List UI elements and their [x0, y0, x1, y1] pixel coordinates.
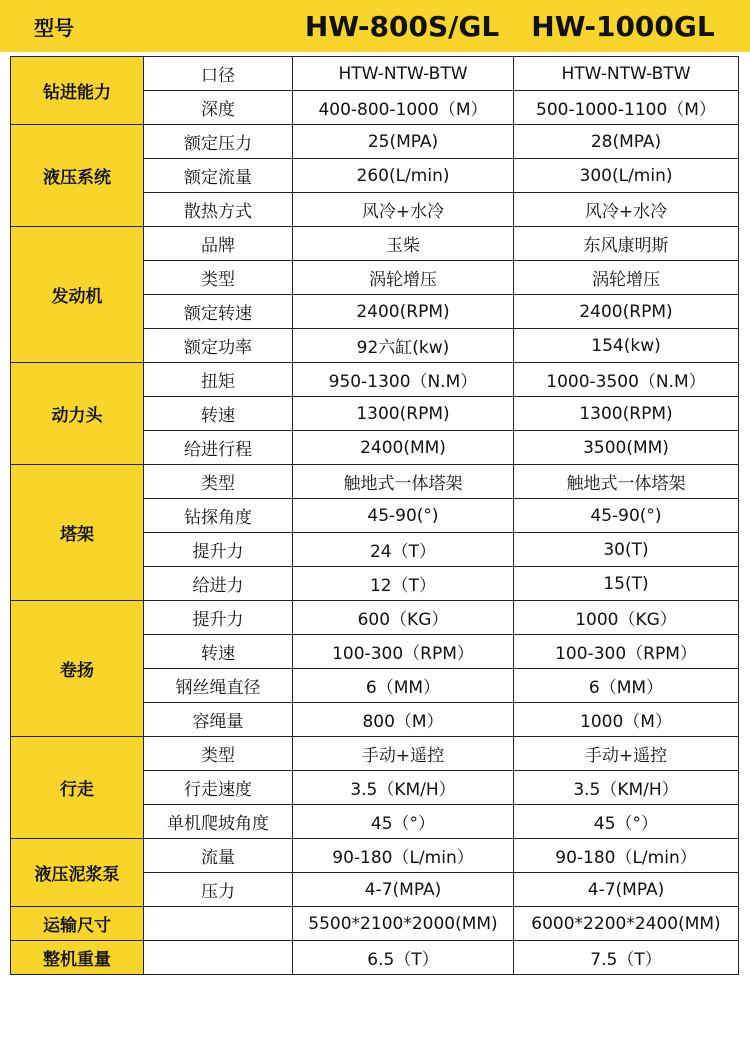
- spec-label-cell: 类型: [144, 737, 293, 771]
- spec-label-cell: [144, 907, 293, 941]
- spec-label-cell: 额定转速: [144, 295, 293, 329]
- category-cell: 液压系统: [11, 125, 144, 227]
- value-cell-model-2: 风冷+水冷: [514, 193, 739, 227]
- category-cell: 运输尺寸: [11, 907, 144, 941]
- spec-label-cell: 额定功率: [144, 329, 293, 363]
- value-cell-model-1: 90-180（L/min）: [293, 839, 514, 873]
- value-cell-model-2: 3500(MM): [514, 431, 739, 465]
- value-cell-model-1: 1300(RPM): [293, 397, 514, 431]
- value-cell-model-1: 92六缸(kw): [293, 329, 514, 363]
- value-cell-model-1: 260(L/min): [293, 159, 514, 193]
- value-cell-model-2: 触地式一体塔架: [514, 465, 739, 499]
- value-cell-model-2: 1000-3500（N.M）: [514, 363, 739, 397]
- category-cell: 发动机: [11, 227, 144, 363]
- spec-label-cell: 容绳量: [144, 703, 293, 737]
- spec-label-cell: 提升力: [144, 533, 293, 567]
- value-cell-model-1: 6.5（T）: [293, 941, 514, 975]
- value-cell-model-1: 2400(RPM): [293, 295, 514, 329]
- value-cell-model-2: 涡轮增压: [514, 261, 739, 295]
- value-cell-model-2: 东风康明斯: [514, 227, 739, 261]
- table-row: [11, 601, 739, 635]
- table-row: [11, 125, 739, 159]
- value-cell-model-2: 28(MPA): [514, 125, 739, 159]
- value-cell-model-1: 5500*2100*2000(MM): [293, 907, 514, 941]
- value-cell-model-1: 4-7(MPA): [293, 873, 514, 907]
- value-cell-model-1: 6（MM）: [293, 669, 514, 703]
- spec-label-cell: 流量: [144, 839, 293, 873]
- spec-label-cell: 类型: [144, 465, 293, 499]
- table-row: [11, 465, 739, 499]
- spec-label-cell: 单机爬坡角度: [144, 805, 293, 839]
- table-row: [11, 227, 739, 261]
- value-cell-model-1: 950-1300（N.M）: [293, 363, 514, 397]
- spec-label-cell: 转速: [144, 397, 293, 431]
- spec-label-cell: 额定流量: [144, 159, 293, 193]
- spec-label-cell: 类型: [144, 261, 293, 295]
- spec-label-cell: 转速: [144, 635, 293, 669]
- spec-label-cell: 口径: [144, 57, 293, 91]
- model-label: 型号: [34, 15, 74, 40]
- value-cell-model-1: 45-90(°): [293, 499, 514, 533]
- value-cell-model-1: 风冷+水冷: [293, 193, 514, 227]
- table-row: [11, 907, 739, 941]
- spec-label-cell: 给进力: [144, 567, 293, 601]
- spec-header: [0, 0, 750, 52]
- model-name-2: HW-1000GL: [531, 9, 715, 43]
- value-cell-model-2: 3.5（KM/H）: [514, 771, 739, 805]
- value-cell-model-1: 100-300（RPM）: [293, 635, 514, 669]
- value-cell-model-2: 300(L/min): [514, 159, 739, 193]
- value-cell-model-1: 2400(MM): [293, 431, 514, 465]
- model-name-1: HW-800S/GL: [304, 9, 500, 43]
- category-cell: 钻进能力: [11, 57, 144, 125]
- value-cell-model-2: 6（MM）: [514, 669, 739, 703]
- table-row: [11, 839, 739, 873]
- value-cell-model-1: 400-800-1000（M）: [293, 91, 514, 125]
- value-cell-model-2: 15(T): [514, 567, 739, 601]
- value-cell-model-2: 45（°）: [514, 805, 739, 839]
- table-row: [11, 363, 739, 397]
- spec-label-cell: 钢丝绳直径: [144, 669, 293, 703]
- category-cell: 液压泥浆泵: [11, 839, 144, 907]
- value-cell-model-1: 600（KG）: [293, 601, 514, 635]
- table-row: [11, 941, 739, 975]
- value-cell-model-1: 玉柴: [293, 227, 514, 261]
- category-cell: 塔架: [11, 465, 144, 601]
- value-cell-model-2: 1000（M）: [514, 703, 739, 737]
- value-cell-model-2: 1300(RPM): [514, 397, 739, 431]
- value-cell-model-2: 1000（KG）: [514, 601, 739, 635]
- value-cell-model-2: 500-1000-1100（M）: [514, 91, 739, 125]
- value-cell-model-2: 手动+遥控: [514, 737, 739, 771]
- category-cell: 卷扬: [11, 601, 144, 737]
- value-cell-model-1: 手动+遥控: [293, 737, 514, 771]
- value-cell-model-1: 24（T）: [293, 533, 514, 567]
- spec-label-cell: 扭矩: [144, 363, 293, 397]
- value-cell-model-2: 6000*2200*2400(MM): [514, 907, 739, 941]
- spec-label-cell: [144, 941, 293, 975]
- spec-table: [10, 56, 739, 975]
- value-cell-model-1: 45（°）: [293, 805, 514, 839]
- value-cell-model-1: 800（M）: [293, 703, 514, 737]
- spec-label-cell: 行走速度: [144, 771, 293, 805]
- value-cell-model-1: 涡轮增压: [293, 261, 514, 295]
- category-cell: 行走: [11, 737, 144, 839]
- value-cell-model-2: 45-90(°): [514, 499, 739, 533]
- value-cell-model-2: 30(T): [514, 533, 739, 567]
- value-cell-model-1: 3.5（KM/H）: [293, 771, 514, 805]
- spec-label-cell: 深度: [144, 91, 293, 125]
- value-cell-model-2: HTW-NTW-BTW: [514, 57, 739, 91]
- spec-label-cell: 品牌: [144, 227, 293, 261]
- value-cell-model-1: 触地式一体塔架: [293, 465, 514, 499]
- spec-label-cell: 压力: [144, 873, 293, 907]
- value-cell-model-1: HTW-NTW-BTW: [293, 57, 514, 91]
- value-cell-model-2: 90-180（L/min）: [514, 839, 739, 873]
- spec-label-cell: 散热方式: [144, 193, 293, 227]
- value-cell-model-2: 100-300（RPM）: [514, 635, 739, 669]
- category-cell: 动力头: [11, 363, 144, 465]
- table-row: [11, 57, 739, 91]
- value-cell-model-2: 7.5（T）: [514, 941, 739, 975]
- category-cell: 整机重量: [11, 941, 144, 975]
- value-cell-model-2: 2400(RPM): [514, 295, 739, 329]
- value-cell-model-2: 154(kw): [514, 329, 739, 363]
- spec-label-cell: 给进行程: [144, 431, 293, 465]
- spec-label-cell: 钻探角度: [144, 499, 293, 533]
- value-cell-model-1: 12（T）: [293, 567, 514, 601]
- table-row: [11, 737, 739, 771]
- value-cell-model-1: 25(MPA): [293, 125, 514, 159]
- spec-label-cell: 额定压力: [144, 125, 293, 159]
- spec-label-cell: 提升力: [144, 601, 293, 635]
- value-cell-model-2: 4-7(MPA): [514, 873, 739, 907]
